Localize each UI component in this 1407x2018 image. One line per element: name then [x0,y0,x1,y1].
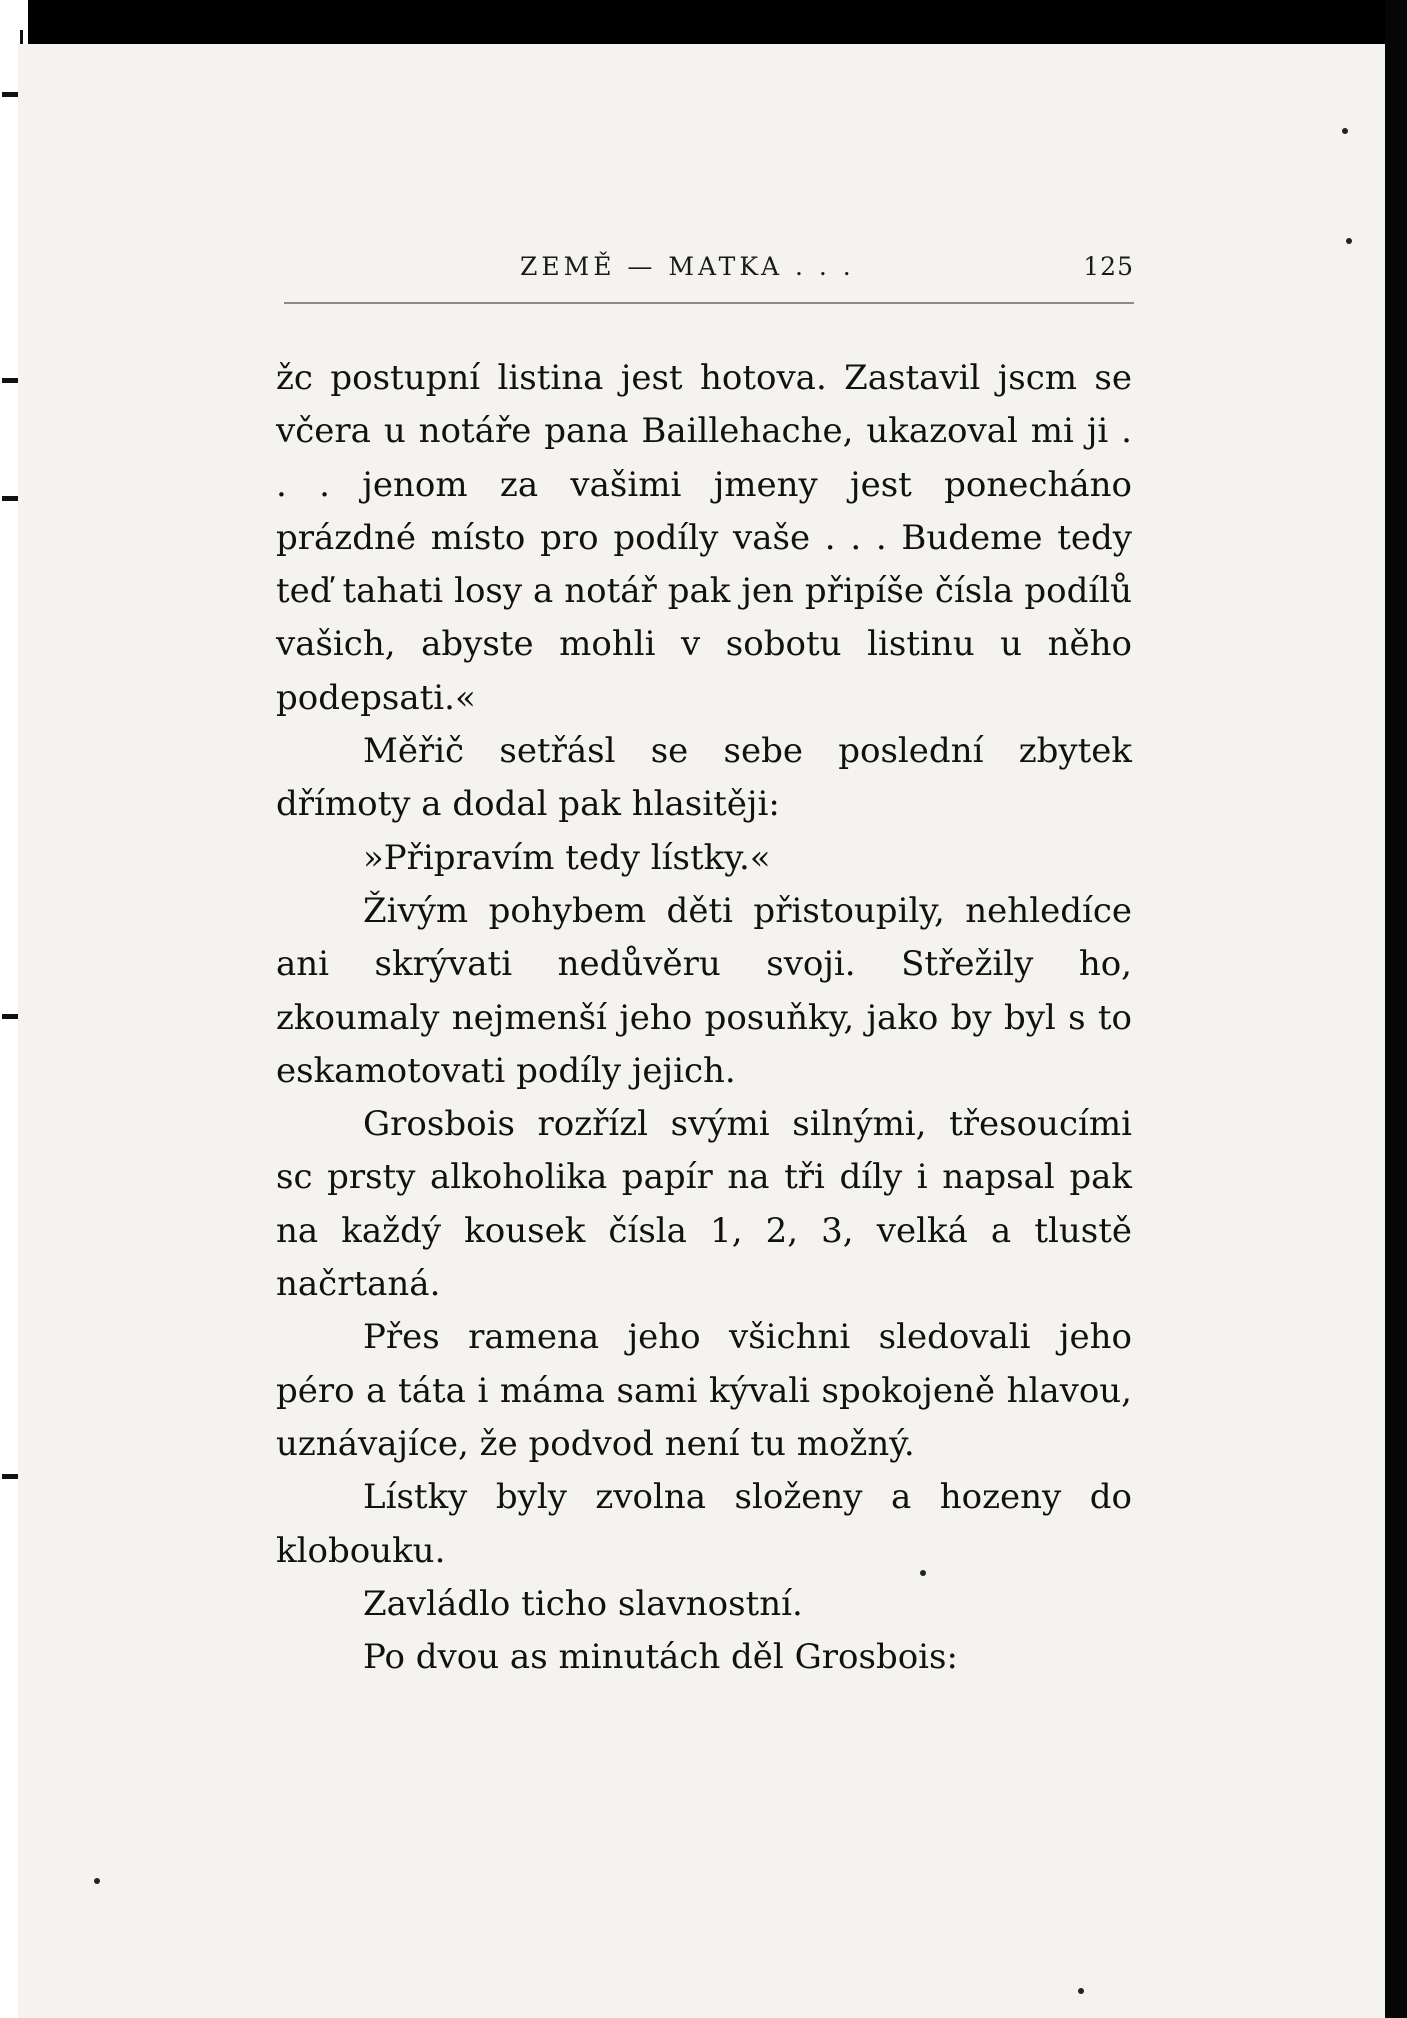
paragraph: Měřič setřásl se sebe poslední zbytek dřímoty a dodal pak hlasitěji: [276,731,1132,825]
running-title: ZEMĚ — MATKA . . . [520,252,855,281]
paragraph: »Připravím tedy lístky.« [363,837,771,878]
paragraph: Přes ramena jeho všichni sledovali jeho péro a táta i máma sami kývali spokojeně hlavou, uznávajíce, že podvod není tu možný. [276,1317,1132,1464]
paragraph: Po dvou as minutách děl Grosbois: [363,1637,958,1678]
paragraph: žc postupní listina jest hotova. Zastavil jscm se včera u notáře pana Baillehache, ukazoval mi ji . . . jenom za vašimi jmeny jest ponecháno prázdné místo pro podíly vaše . . . Budeme tedy teď tahati losy a notář pak jen připíše čísla podílů vašich, abyste mohli v sobotu listinu u něho podepsati.« [276,358,1132,718]
paragraph: Zavládlo ticho slavnostní. [363,1583,803,1624]
page-speck [1342,128,1348,134]
paragraph: Grosbois rozřízl svými silnými, třesoucími sc prsty alkoholika papír na tři díly i napsal pak na každý kousek čísla 1, 2, 3, velká a tlustě načrtaná. [276,1104,1132,1305]
body-text [276,352,1132,1684]
paragraph: Živým pohybem děti přistoupily, nehledíce ani skrývati nedůvěru svoji. Střežily ho, zkoumaly nejmenší jeho posuňky, jako by byl s to eskamotovati podíly jejich. [276,890,1132,1091]
paragraph: Lístky byly zvolna složeny a hozeny do klobouku. [276,1477,1132,1571]
page-speck [1346,238,1352,244]
header-rule [284,302,1134,304]
page-speck [94,1878,100,1884]
page-number: 125 [1083,252,1134,281]
page-speck [1078,1988,1084,1994]
scan-right-edge [1385,0,1407,2018]
